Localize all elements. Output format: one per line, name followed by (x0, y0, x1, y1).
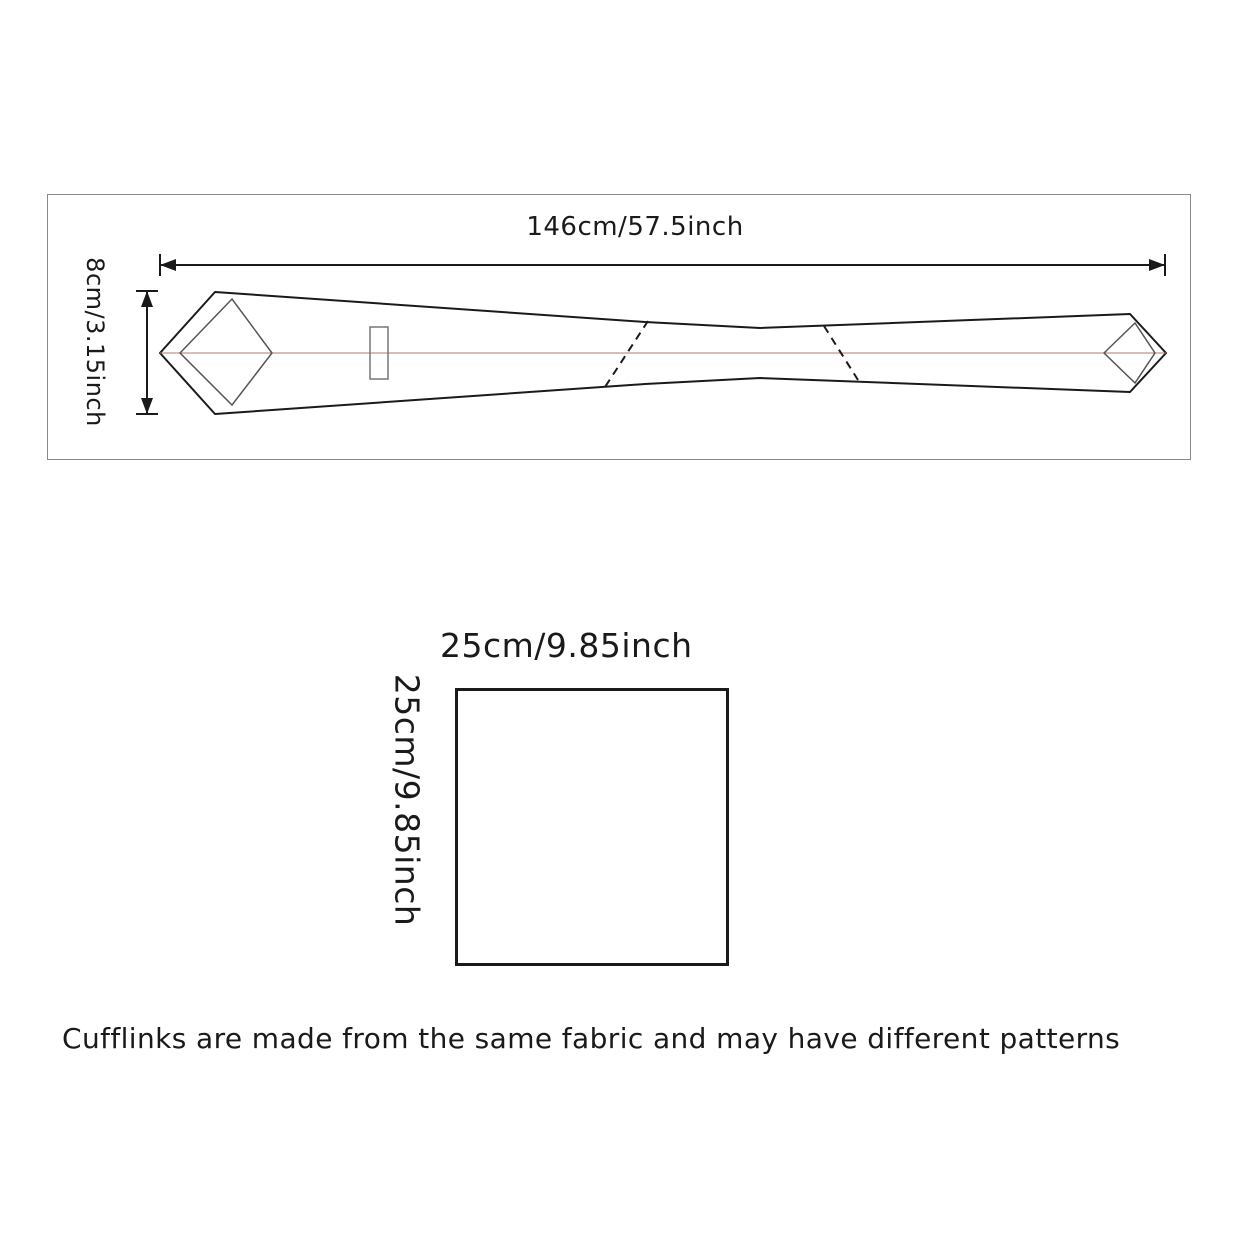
tie-width-arrow (136, 291, 158, 414)
pocket-square-height-label: 25cm/9.85inch (387, 673, 427, 927)
cufflinks-note: Cufflinks are made from the same fabric and may have different patterns (62, 1022, 1121, 1055)
tie-length-arrow (160, 254, 1165, 276)
tie-seam-lines (605, 321, 858, 387)
pocket-square-outline (455, 688, 729, 966)
tie-width-label: 8cm/3.15inch (81, 257, 109, 427)
tie-length-label: 146cm/57.5inch (526, 212, 744, 242)
pocket-square-width-label: 25cm/9.85inch (440, 626, 693, 665)
